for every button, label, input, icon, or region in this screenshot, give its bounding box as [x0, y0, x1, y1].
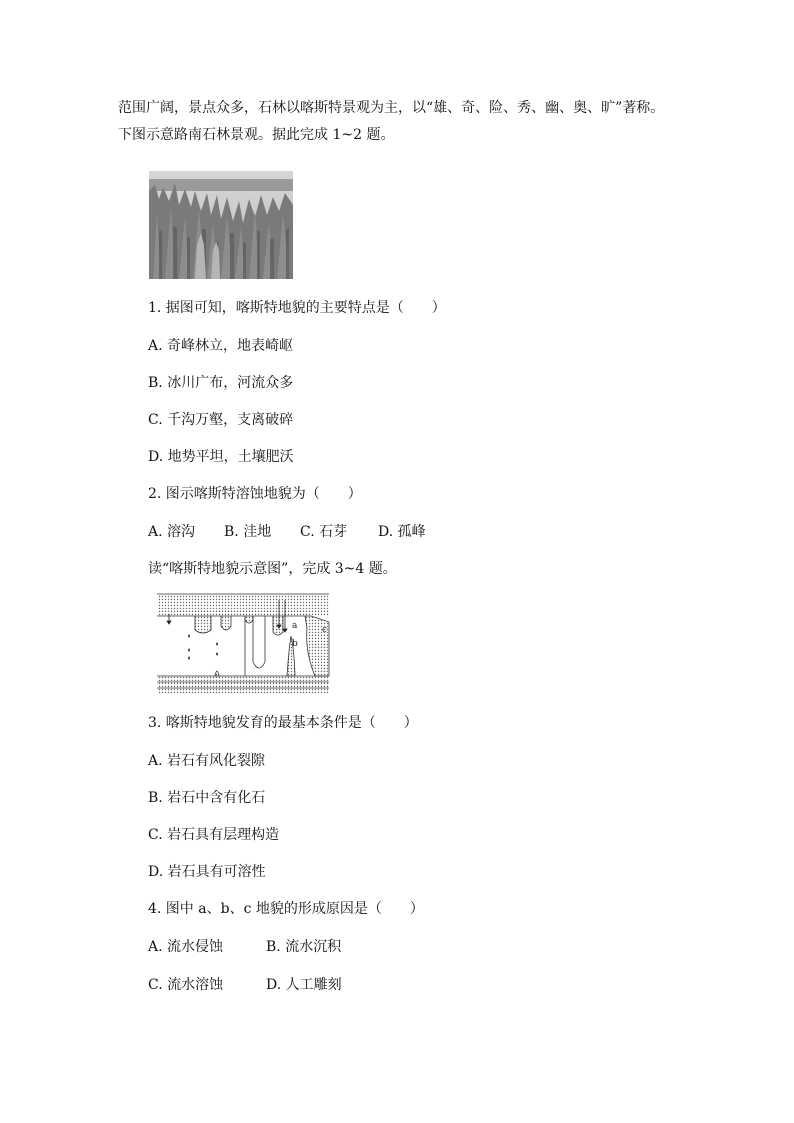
q1-option-d: D. 地势平坦，土壤肥沃 — [148, 449, 294, 465]
q4-option-a: A. 流水侵蚀 — [148, 939, 224, 955]
intro-line-2: 下图示意路南石林景观。据此完成 1~2 题。 — [118, 127, 395, 143]
q1-option-a: A. 奇峰林立，地表崎岖 — [148, 338, 294, 354]
stone-forest-photo-icon — [149, 171, 293, 279]
q3-option-c: C. 岩石具有层理构造 — [148, 827, 280, 843]
q2-option-a: A. 溶沟 — [148, 524, 196, 540]
q4-option-c: C. 流水溶蚀 — [148, 977, 224, 993]
q3-option-a: A. 岩石有风化裂隙 — [148, 753, 266, 769]
diagram-label-a: a — [292, 621, 298, 631]
diagram-label-c: c — [322, 625, 328, 635]
q3-option-b: B. 岩石中含有化石 — [148, 790, 266, 806]
intro-line-1: 范围广阔，景点众多，石林以喀斯特景观为主，以“雄、奇、险、秀、幽、奥、旷”著称。 — [118, 100, 665, 116]
diagram-label-b: b — [292, 639, 298, 649]
q2-option-c: C. 石芽 — [300, 524, 348, 540]
q1-option-b: B. 冰川广布，河流众多 — [148, 375, 294, 391]
q2-option-d: D. 孤峰 — [378, 524, 426, 540]
q1-option-c: C. 千沟万壑，支离破碎 — [148, 412, 294, 428]
question-4-stem: 4. 图中 a、b、c 地貌的形成原因是（ ） — [148, 901, 424, 917]
q2-option-b: B. 洼地 — [224, 524, 272, 540]
q4-option-b: B. 流水沉积 — [266, 939, 342, 955]
question-1-stem: 1. 据图可知，喀斯特地貌的主要特点是（ ） — [148, 300, 446, 316]
q3-option-d: D. 岩石具有可溶性 — [148, 864, 266, 880]
karst-diagram-icon — [155, 592, 335, 696]
q4-option-d: D. 人工雕刻 — [266, 977, 342, 993]
question-3-stem: 3. 喀斯特地貌发育的最基本条件是（ ） — [148, 715, 418, 731]
read-instruction: 读“喀斯特地貌示意图”，完成 3~4 题。 — [148, 561, 397, 577]
question-2-stem: 2. 图示喀斯特溶蚀地貌为（ ） — [148, 486, 362, 502]
